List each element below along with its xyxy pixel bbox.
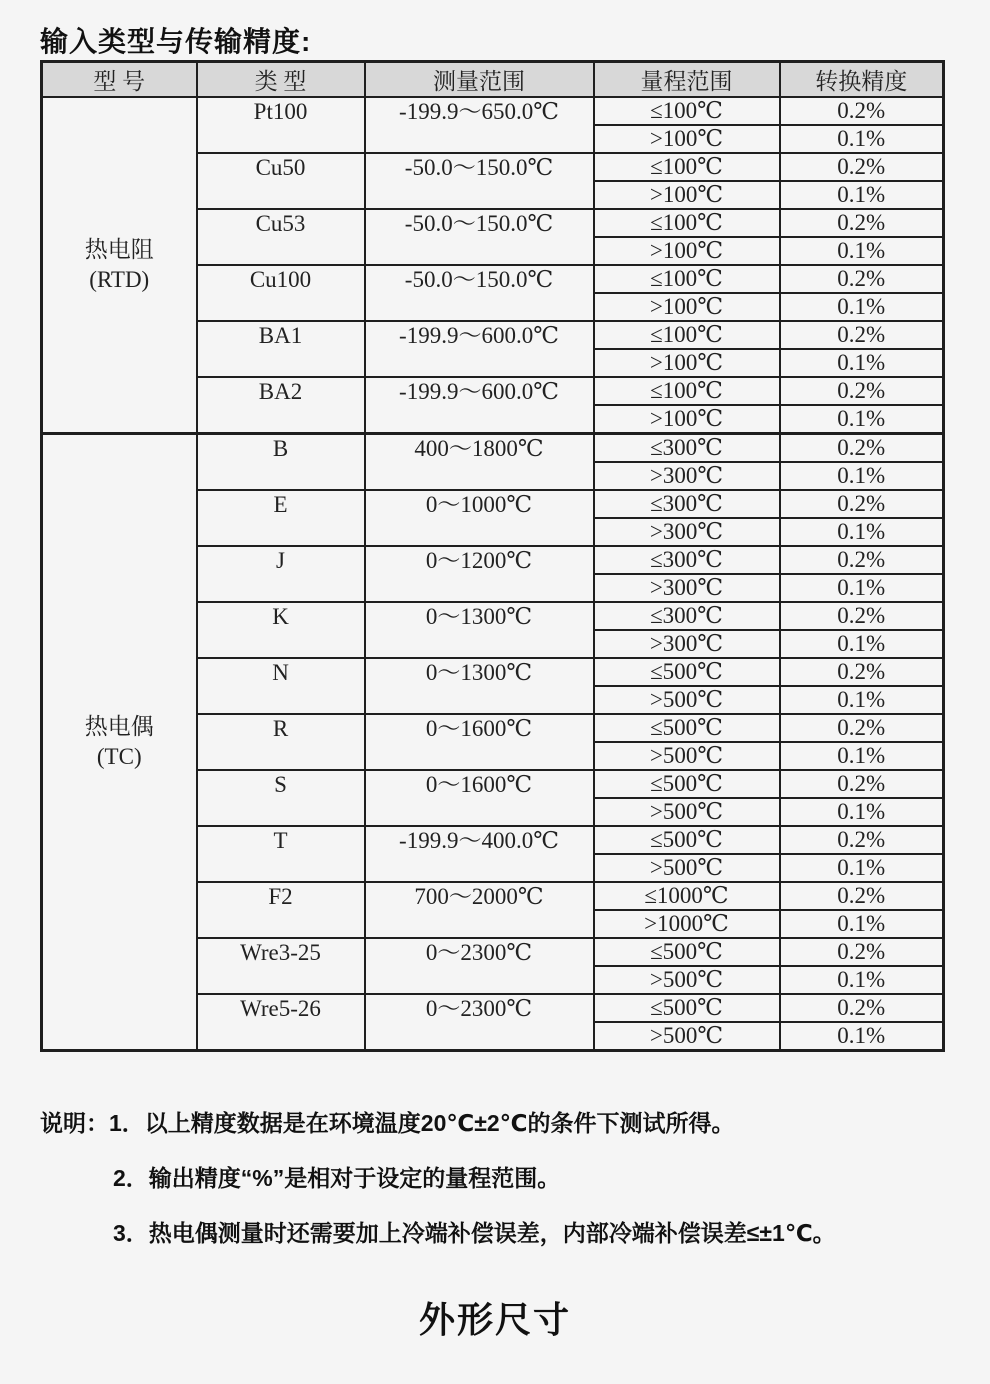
span-range-cell: ≤300℃ [594, 546, 780, 574]
column-header-1: 型 号 [42, 62, 197, 98]
sensor-type-cell: Wre5-26 [197, 994, 365, 1051]
span-range-cell: ≤100℃ [594, 97, 780, 125]
span-range-cell: >300℃ [594, 518, 780, 546]
accuracy-cell: 0.2% [780, 714, 944, 742]
model-sublabel: (RTD) [89, 267, 150, 292]
measurement-range-cell: 0～1200℃ [365, 546, 594, 602]
accuracy-cell: 0.2% [780, 658, 944, 686]
measurement-range-cell: 0～2300℃ [365, 994, 594, 1051]
span-range-cell: >500℃ [594, 1022, 780, 1051]
accuracy-cell: 0.2% [780, 770, 944, 798]
measurement-range-cell: -199.9～600.0℃ [365, 377, 594, 434]
span-range-cell: ≤500℃ [594, 994, 780, 1022]
sensor-type-cell: Cu100 [197, 265, 365, 321]
measurement-range-cell: -50.0～150.0℃ [365, 153, 594, 209]
column-header-3: 测量范围 [365, 62, 594, 98]
span-range-cell: >500℃ [594, 742, 780, 770]
sensor-type-cell: N [197, 658, 365, 714]
accuracy-cell: 0.2% [780, 490, 944, 518]
accuracy-cell: 0.1% [780, 574, 944, 602]
table-header [42, 62, 944, 98]
measurement-range-cell: 0～1600℃ [365, 714, 594, 770]
span-range-cell: >100℃ [594, 349, 780, 377]
accuracy-cell: 0.1% [780, 125, 944, 153]
sensor-type-cell: Pt100 [197, 97, 365, 153]
sensor-type-cell: S [197, 770, 365, 826]
accuracy-cell: 0.1% [780, 237, 944, 265]
sensor-type-cell: K [197, 602, 365, 658]
accuracy-cell: 0.2% [780, 434, 944, 463]
column-header-4: 量程范围 [594, 62, 780, 98]
accuracy-cell: 0.2% [780, 602, 944, 630]
note-line-3: 3．热电偶测量时还需要加上冷端补偿误差，内部冷端补偿误差≤±1℃。 [113, 1220, 836, 1246]
span-range-cell: ≤500℃ [594, 826, 780, 854]
span-range-cell: >500℃ [594, 686, 780, 714]
accuracy-cell: 0.2% [780, 321, 944, 349]
table-row [42, 97, 944, 125]
column-header-2: 类 型 [197, 62, 365, 98]
outline-dimensions-heading: 外形尺寸 [418, 1299, 571, 1340]
span-range-cell: ≤500℃ [594, 714, 780, 742]
table-body [42, 97, 944, 1051]
accuracy-cell: 0.1% [780, 181, 944, 209]
sensor-type-cell: E [197, 490, 365, 546]
accuracy-cell: 0.2% [780, 153, 944, 181]
header-row [42, 62, 944, 98]
span-range-cell: ≤100℃ [594, 377, 780, 405]
measurement-range-cell: 0～1000℃ [365, 490, 594, 546]
accuracy-cell: 0.2% [780, 265, 944, 293]
accuracy-cell: 0.2% [780, 546, 944, 574]
span-range-cell: ≤100℃ [594, 321, 780, 349]
span-range-cell: >500℃ [594, 966, 780, 994]
span-range-cell: ≤500℃ [594, 658, 780, 686]
model-sublabel: (TC) [96, 744, 142, 769]
measurement-range-cell: 0～1300℃ [365, 658, 594, 714]
span-range-cell: >100℃ [594, 181, 780, 209]
table-row [42, 434, 944, 463]
sensor-type-cell: BA2 [197, 377, 365, 434]
span-range-cell: >100℃ [594, 237, 780, 265]
sensor-type-cell: B [197, 434, 365, 491]
span-range-cell: ≤100℃ [594, 153, 780, 181]
span-range-cell: >100℃ [594, 125, 780, 153]
measurement-range-cell: 700～2000℃ [365, 882, 594, 938]
measurement-range-cell: -50.0～150.0℃ [365, 209, 594, 265]
accuracy-cell: 0.2% [780, 938, 944, 966]
sensor-type-cell: Cu50 [197, 153, 365, 209]
span-range-cell: >1000℃ [594, 910, 780, 938]
span-range-cell: >300℃ [594, 462, 780, 490]
accuracy-cell: 0.1% [780, 349, 944, 377]
accuracy-cell: 0.1% [780, 854, 944, 882]
measurement-range-cell: -199.9～650.0℃ [365, 97, 594, 153]
span-range-cell: ≤100℃ [594, 209, 780, 237]
measurement-range-cell: 0～2300℃ [365, 938, 594, 994]
accuracy-cell: 0.1% [780, 686, 944, 714]
span-range-cell: ≤500℃ [594, 770, 780, 798]
model-label: 热电阻 [84, 237, 154, 262]
span-range-cell: ≤1000℃ [594, 882, 780, 910]
measurement-range-cell: 0～1300℃ [365, 602, 594, 658]
model-group-cell [42, 434, 197, 1051]
accuracy-cell: 0.2% [780, 97, 944, 125]
accuracy-cell: 0.1% [780, 798, 944, 826]
column-header-5: 转换精度 [780, 62, 944, 98]
span-range-cell: ≤500℃ [594, 938, 780, 966]
span-range-cell: >500℃ [594, 854, 780, 882]
sensor-type-cell: T [197, 826, 365, 882]
accuracy-cell: 0.2% [780, 209, 944, 237]
accuracy-cell: 0.1% [780, 1022, 944, 1051]
accuracy-cell: 0.1% [780, 518, 944, 546]
span-range-cell: ≤300℃ [594, 434, 780, 463]
accuracy-table [40, 60, 945, 1052]
accuracy-cell: 0.1% [780, 910, 944, 938]
accuracy-cell: 0.1% [780, 630, 944, 658]
sensor-type-cell: F2 [197, 882, 365, 938]
accuracy-cell: 0.1% [780, 966, 944, 994]
span-range-cell: ≤300℃ [594, 602, 780, 630]
span-range-cell: >500℃ [594, 798, 780, 826]
measurement-range-cell: -199.9～600.0℃ [365, 321, 594, 377]
measurement-range-cell: -50.0～150.0℃ [365, 265, 594, 321]
span-range-cell: >100℃ [594, 405, 780, 434]
model-label: 热电偶 [84, 714, 154, 739]
span-range-cell: ≤300℃ [594, 490, 780, 518]
accuracy-cell: 0.2% [780, 882, 944, 910]
accuracy-cell: 0.1% [780, 293, 944, 321]
sensor-type-cell: Cu53 [197, 209, 365, 265]
sensor-type-cell: R [197, 714, 365, 770]
measurement-range-cell: 0～1600℃ [365, 770, 594, 826]
accuracy-cell: 0.1% [780, 742, 944, 770]
span-range-cell: >100℃ [594, 293, 780, 321]
accuracy-cell: 0.2% [780, 994, 944, 1022]
sensor-type-cell: BA1 [197, 321, 365, 377]
span-range-cell: >300℃ [594, 630, 780, 658]
measurement-range-cell: -199.9～400.0℃ [365, 826, 594, 882]
sensor-type-cell: Wre3-25 [197, 938, 365, 994]
model-group-cell [42, 97, 197, 434]
span-range-cell: >300℃ [594, 574, 780, 602]
accuracy-cell: 0.1% [780, 405, 944, 434]
span-range-cell: ≤100℃ [594, 265, 780, 293]
note-line-2: 2．输出精度“%”是相对于设定的量程范围。 [113, 1165, 561, 1191]
measurement-range-cell: 400～1800℃ [365, 434, 594, 491]
sensor-type-cell: J [197, 546, 365, 602]
notes-block [40, 1096, 970, 1261]
accuracy-cell: 0.1% [780, 462, 944, 490]
section-title: 输入类型与传输精度: [40, 26, 312, 57]
accuracy-cell: 0.2% [780, 377, 944, 405]
accuracy-cell: 0.2% [780, 826, 944, 854]
note-line-1: 说明：1．以上精度数据是在环境温度20℃±2℃的条件下测试所得。 [40, 1110, 735, 1136]
